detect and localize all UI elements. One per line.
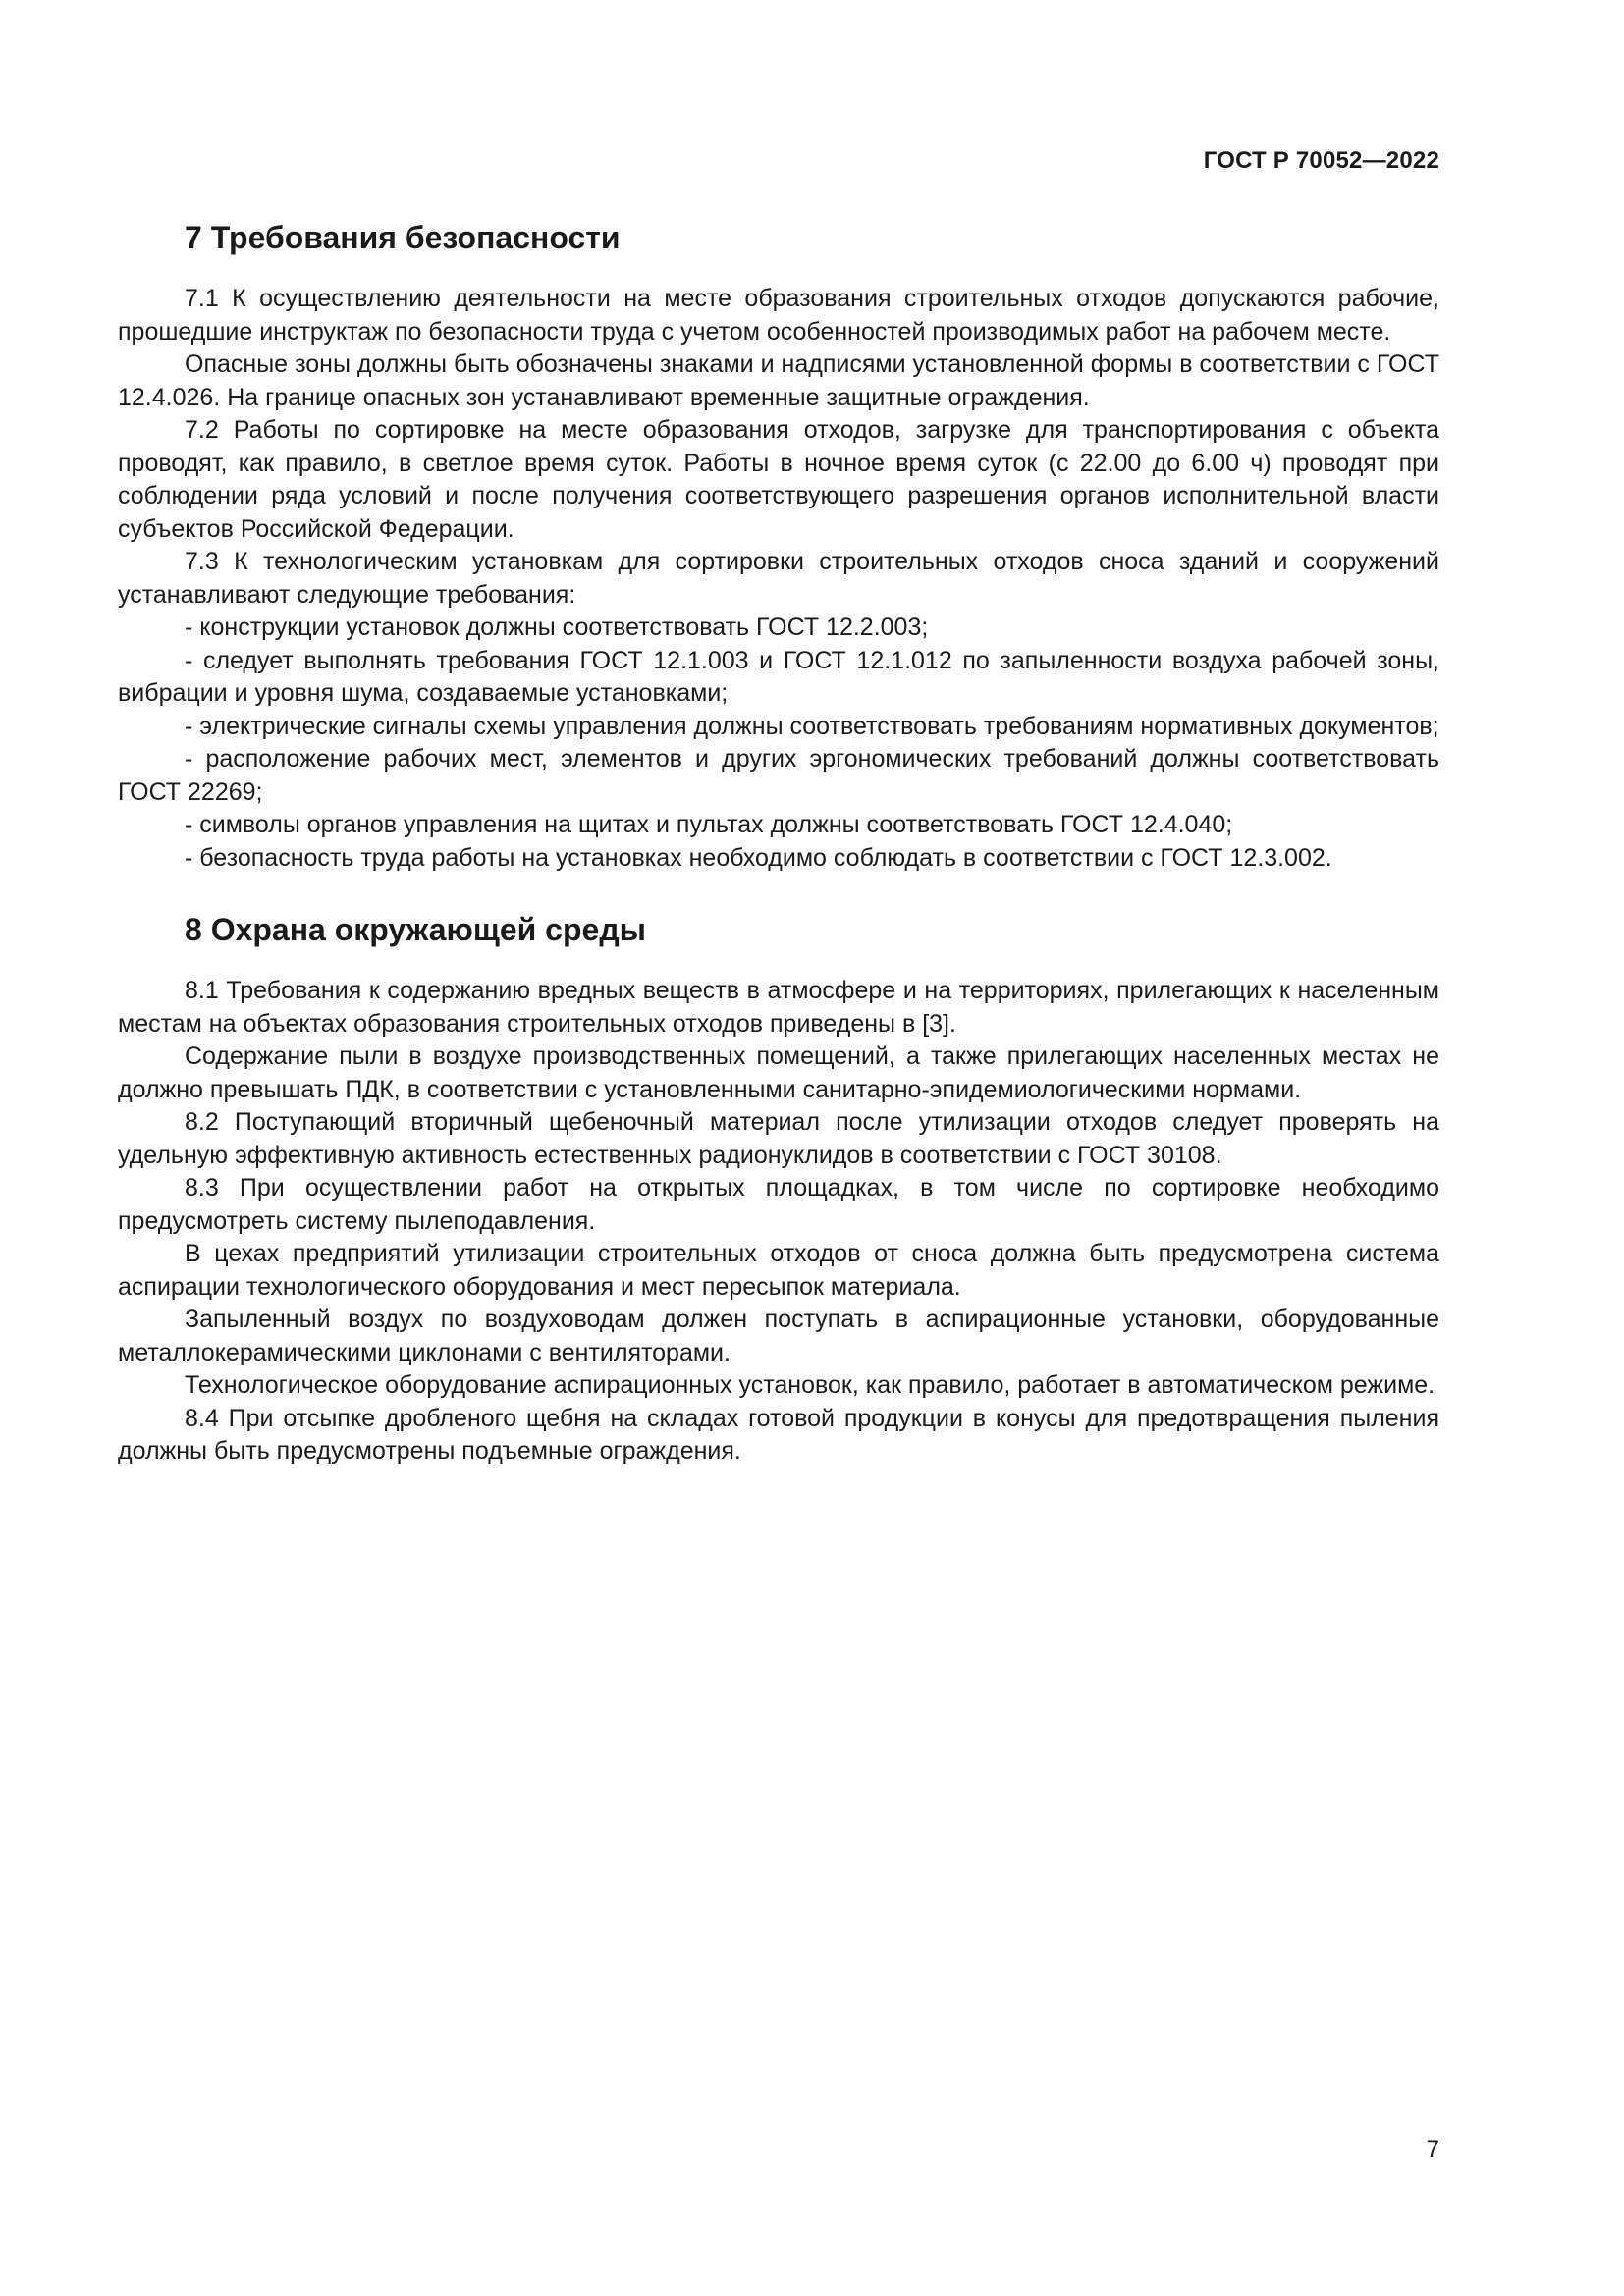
paragraph: 8.1 Требования к содержанию вредных веществ в атмосфере и на территориях, прилегающих к населенным местам на объектах образования строительных отходов приведены в [3]. bbox=[118, 977, 1439, 1038]
paragraph: 7.2 Работы по сортировке на месте образования отходов, загрузке для транспортирования с объекта проводят, как правило, в светлое время суток. Работы в ночное время суток (с 22.00 до 6.00 ч) проводят при соблюдении ряда условий и после получения соответствующего разрешения органов исполнительной власти субъектов Российской Федерации. bbox=[118, 416, 1439, 543]
list-item: - безопасность труда работы на установках необходимо соблюдать в соответствии с ГОСТ 12.3.002. bbox=[185, 843, 1332, 872]
paragraph: Запыленный воздух по воздуховодам должен поступать в аспирационные установки, оборудованные металлокерамическими циклонами с вентиляторами. bbox=[118, 1306, 1439, 1366]
paragraph: 7.1 К осуществлению деятельности на месте образования строительных отходов допускаются рабочие, прошедшие инструктаж по безопасности труда с учетом особенностей производимых работ на рабочем месте. bbox=[118, 285, 1439, 346]
section-title: 7 Требования безопасности bbox=[185, 220, 621, 255]
section-safety-requirements bbox=[118, 218, 1439, 875]
section-environmental-protection bbox=[118, 910, 1439, 1468]
list-item: - следует выполнять требования ГОСТ 12.1.003 и ГОСТ 12.1.012 по запыленности воздуха рабочей зоны, вибрации и уровня шума, создаваемые установками; bbox=[118, 646, 1439, 707]
paragraph: В цехах предприятий утилизации строительных отходов от сноса должна быть предусмотрена система аспирации технологического оборудования и мест пересыпок материала. bbox=[118, 1240, 1439, 1301]
document-code: ГОСТ Р 70052—2022 bbox=[1203, 147, 1439, 174]
paragraph: 8.3 При осуществлении работ на открытых площадках, в том числе по сортировке необходимо предусмотреть систему пылеподавления. bbox=[118, 1174, 1439, 1235]
paragraph: 8.4 При отсыпке дробленого щебня на складах готовой продукции в конусы для предотвращения пыления должны быть предусмотрены подъемные ограждения. bbox=[118, 1404, 1439, 1465]
paragraph: Опасные зоны должны быть обозначены знаками и надписями установленной формы в соответствии с ГОСТ 12.4.026. На границе опасных зон устанавливают временные защитные ограждения. bbox=[118, 350, 1439, 411]
list-item: - символы органов управления на щитах и пультах должны соответствовать ГОСТ 12.4.040; bbox=[185, 811, 1233, 838]
document-body bbox=[118, 218, 1439, 1468]
section-title: 8 Охрана окружающей среды bbox=[185, 912, 646, 947]
list-item: - электрические сигналы схемы управления должны соответствовать требованиям нормативных документов; bbox=[185, 712, 1439, 740]
paragraph: 7.3 К технологическим установкам для сортировки строительных отходов сноса зданий и сооружений устанавливают следующие требования: bbox=[118, 548, 1439, 609]
paragraph: Технологическое оборудование аспирационных установок, как правило, работает в автоматическом режиме. bbox=[185, 1371, 1435, 1399]
page-number: 7 bbox=[1426, 2136, 1439, 2163]
paragraph: Содержание пыли в воздухе производственных помещений, а также прилегающих населенных местах не должно превышать ПДК, в соответствии с установленными санитарно-эпидемиологическими нормами. bbox=[118, 1042, 1439, 1103]
list-item: - расположение рабочих мест, элементов и других эргономических требований должны соответствовать ГОСТ 22269; bbox=[118, 745, 1439, 806]
paragraph: 8.2 Поступающий вторичный щебеночный материал после утилизации отходов следует проверять на удельную эффективную активность естественных радионуклидов в соответствии с ГОСТ 30108. bbox=[118, 1108, 1439, 1169]
list-item: - конструкции установок должны соответствовать ГОСТ 12.2.003; bbox=[185, 614, 929, 641]
